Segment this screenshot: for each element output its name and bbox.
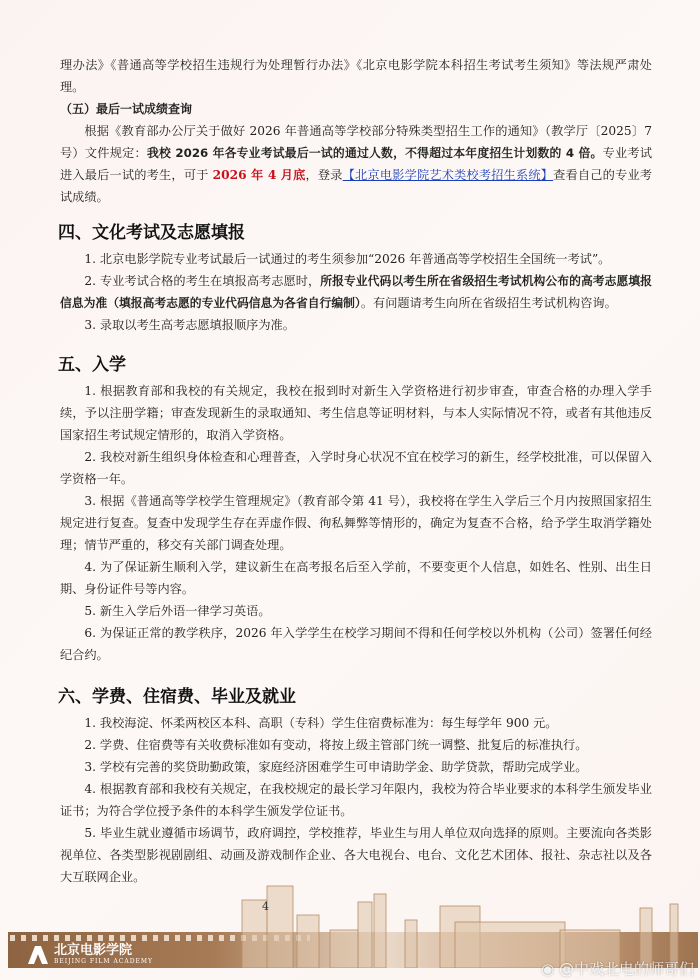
list-item: 2. 学费、住宿费等有关收费标准如有变动，将按上级主管部门统一调整、批复后的标准执行。 bbox=[84, 738, 588, 752]
document-page bbox=[60, 54, 652, 888]
list-item: 6. 为保证正常的教学秩序，2026 年入学学生在校学习期间不得和任何学校以外机构（公司）签署任何经纪合约。 bbox=[60, 626, 652, 662]
text: 专业考试进入最后一试的考生，可于 bbox=[60, 146, 653, 182]
list-item: 5. 毕业生就业遵循市场调节，政府调控，学校推荐，毕业生与用人单位双向选择的原则。主要流向各类影视单位、各类型影视剧剧组、动画及游戏制作企业、各大电视台、电台、文化艺术团体、报社、杂志社以及各大互联网企业。 bbox=[60, 826, 652, 884]
subsection-title: （五）最后一试成绩查询 bbox=[60, 102, 193, 116]
text: 根据《教育部办公厅关于做好 2026 年普通高等学校部分特殊类型招生工作的通知》（教学厅〔2025〕7 号）文件规定： bbox=[60, 124, 652, 160]
academy-emblem-icon bbox=[28, 946, 48, 964]
section-heading: 五、入学 bbox=[58, 355, 126, 375]
weibo-watermark bbox=[541, 958, 694, 979]
text: 。有问题请考生向所在省级招生考试机构咨询。 bbox=[360, 296, 617, 310]
list-item: 3. 学校有完善的奖贷助勤政策，家庭经济困难学生可申请助学金、助学贷款，帮助完成学业。 bbox=[84, 760, 588, 774]
bold-text: 所报专业代码以考生所在省级招生考试机构公布的高考志愿填报信息为准（填报高考志愿的专业代码信息为各省自行编制） bbox=[60, 274, 652, 310]
page-number: 4 bbox=[262, 900, 269, 913]
paragraph bbox=[60, 120, 652, 208]
text: 2. 专业考试合格的考生在填报高考志愿时， bbox=[84, 274, 321, 288]
logo-name-cn: 北京电影学院 bbox=[54, 943, 133, 958]
paragraph: 理办法》《普通高等学校招生违规行为处理暂行办法》《北京电影学院本科招生考试考生须知》等法规严肃处理。 bbox=[60, 58, 652, 94]
admission-system-link[interactable]: 【北京电影学院艺术类校考招生系统】 bbox=[342, 168, 554, 182]
logo-name-en: BEIJING FILM ACADEMY bbox=[54, 958, 154, 965]
beijing-film-academy-logo bbox=[28, 944, 153, 966]
list-item: 3. 录取以考生高考志愿填报顺序为准。 bbox=[84, 318, 295, 332]
city-skyline-illustration bbox=[240, 880, 700, 968]
list-item: 5. 新生入学后外语一律学习英语。 bbox=[84, 604, 271, 618]
bold-text: 我校 2026 年各专业考试最后一试的通过人数，不得超过本年度招生计划数的 4 倍。 bbox=[146, 146, 603, 160]
text: 查看自己的专业考试成绩。 bbox=[60, 168, 653, 204]
list-item: 3. 根据《普通高等学校学生管理规定》（教育部令第 41 号），我校将在学生入学后三个月内按照国家招生规定进行复查。复查中发现学生存在弄虚作假、徇私舞弊等情形的，确定为复查不合格，给予学生取消学籍处理；情节严重的，移交有关部门调查处理。 bbox=[60, 494, 652, 552]
section-heading: 四、文化考试及志愿填报 bbox=[58, 223, 245, 243]
page-footer bbox=[0, 880, 700, 980]
weibo-icon: ◉ bbox=[541, 960, 559, 978]
list-item: 4. 根据教育部和我校有关规定，在我校规定的最长学习年限内，我校为符合毕业要求的本科学生颁发毕业证书；为符合学位授予条件的本科学生颁发学位证书。 bbox=[60, 782, 652, 818]
text: ，登录 bbox=[305, 168, 343, 182]
deadline-highlight: 2026 年 4 月底 bbox=[212, 168, 306, 182]
list-item bbox=[60, 270, 652, 314]
list-item: 2. 我校对新生组织身体检查和心理普查，入学时身心状况不宜在校学习的新生，经学校批准，可以保留入学资格一年。 bbox=[60, 450, 652, 486]
watermark-text: @中戏北电的师哥们 bbox=[558, 960, 694, 978]
list-item: 1. 我校海淀、怀柔两校区本科、高职（专科）学生住宿费标准为：每生每学年 900 元。 bbox=[84, 716, 558, 730]
list-item: 4. 为了保证新生顺利入学，建议新生在高考报名后至入学前，不要变更个人信息，如姓名、性别、出生日期、身份证件号等内容。 bbox=[60, 560, 652, 596]
list-item: 1. 根据教育部和我校的有关规定，我校在报到时对新生入学资格进行初步审查，审查合格的办理入学手续，予以注册学籍；审查发现新生的录取通知、考生信息等证明材料，与本人实际情况不符，或者有其他违反国家招生考试规定情形的，取消入学资格。 bbox=[60, 384, 652, 442]
section-heading: 六、学费、住宿费、毕业及就业 bbox=[58, 687, 296, 707]
list-item: 1. 北京电影学院专业考试最后一试通过的考生须参加“2026 年普通高等学校招生全国统一考试”。 bbox=[84, 252, 611, 266]
